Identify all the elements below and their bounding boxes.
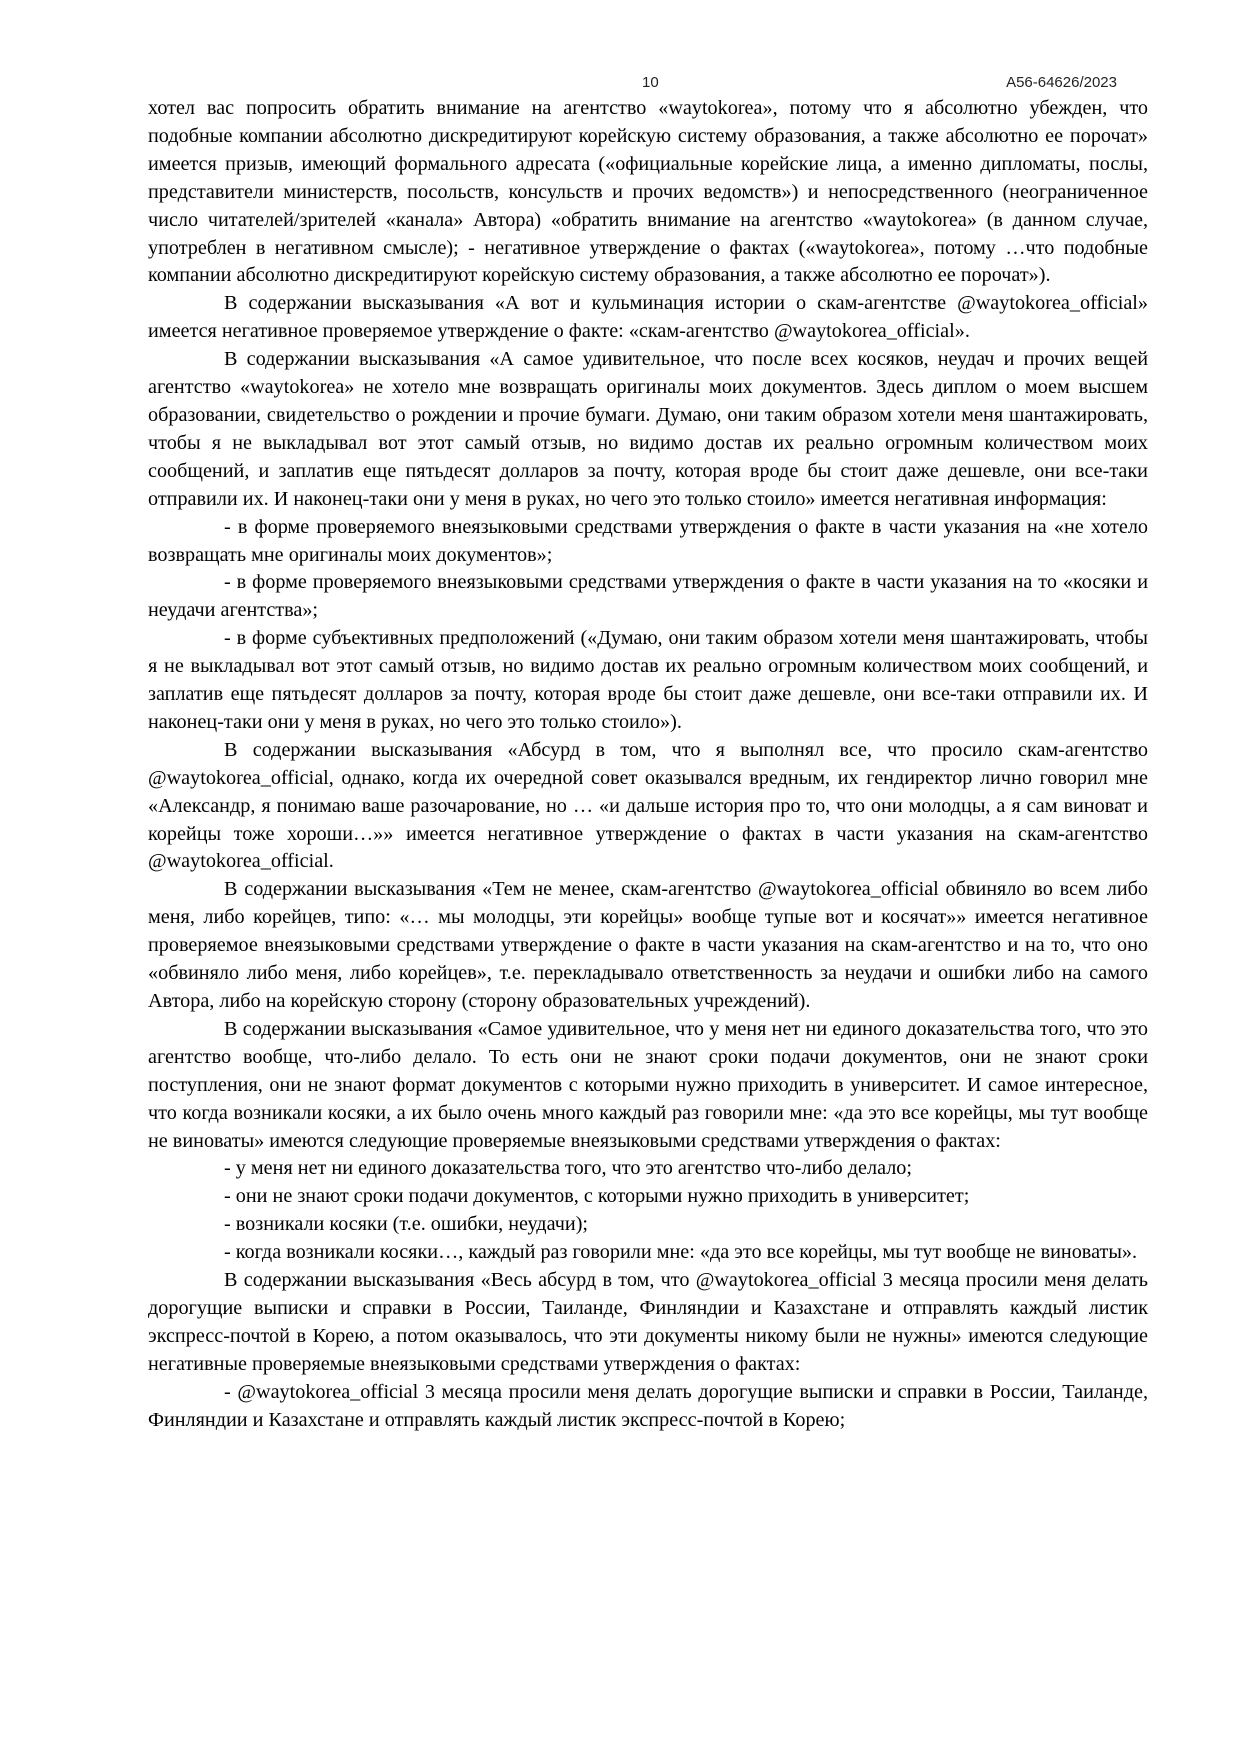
list-item: - когда возникали косяки…, каждый раз говорили мне: «да это все корейцы, мы тут вообще не виноваты». (224, 1241, 1138, 1264)
list-item: - @waytokorea_official 3 месяца просили меня делать дорогущие выписки и справки в России, Таиланде, Финляндии и Казахстане и отправлять каждый листик экспресс-почтой в Корею; (148, 1380, 1148, 1431)
list-item: - в форме субъективных предположений («Думаю, они таким образом хотели меня шантажировать, чтобы я не выкладывал вот этот самый отзыв, но видимо достав их реально огромным количеством моих сообщений, и заплатив еще пятьдесят долларов за почту, которая вроде бы стоит даже дешевле, они все-таки отправили их. И наконец-таки они у меня в руках, но чего это только стоило»). (148, 627, 1148, 733)
case-number: А56-64626/2023 (1006, 74, 1117, 91)
list-item: - они не знают сроки подачи документов, с которыми нужно приходить в университет; (224, 1185, 970, 1208)
paragraph: В содержании высказывания «А самое удивительное, что после всех косяков, неудач и прочих вещей агентство «waytokorea» не хотело мне возвращать оригиналы моих документов. Здесь диплом о моем высшем образовании, свидетельство о рождении и прочие бумаги. Думаю, они таким образом хотели меня шантажировать, чтобы я не выкладывал вот этот самый отзыв, но видимо достав их реально огромным количеством моих сообщений, и заплатив еще пятьдесят долларов за почту, которая вроде бы стоит даже дешевле, они все-таки отправили их. И наконец-таки они у меня в руках, но чего это только стоило» имеется негативная информация: (148, 348, 1148, 510)
document-body (148, 95, 1148, 1435)
paragraph: В содержании высказывания «Весь абсурд в том, что @waytokorea_official 3 месяца просили меня делать дорогущие выписки и справки в России, Таиланде, Финляндии и Казахстане и отправлять каждый листик экспресс-почтой в Корею, а потом оказывалось, что эти документы никому были не нужны» имеются следующие негативные проверяемые внеязыковыми средствами утверждения о фактах: (148, 1269, 1148, 1375)
paragraph: В содержании высказывания «А вот и кульминация истории о скам-агентстве @waytokorea_official» имеется негативное проверяемое утверждение о факте: «скам-агентство @waytokorea_official». (148, 292, 1148, 343)
page-header (0, 74, 1241, 96)
list-item: - в форме проверяемого внеязыковыми средствами утверждения о факте в части указания на «не хотело возвращать мне оригиналы моих документов»; (148, 515, 1148, 566)
list-item: - у меня нет ни единого доказательства того, что это агентство что-либо делало; (224, 1157, 912, 1180)
list-item: - возникали косяки (т.е. ошибки, неудачи); (224, 1213, 589, 1236)
page-number: 10 (642, 74, 659, 91)
paragraph: В содержании высказывания «Тем не менее, скам-агентство @waytokorea_official обвиняло во всем либо меня, либо корейцев, типо: «… мы молодцы, эти корейцы» вообще тупые вот и косячат»» имеется негативное проверяемое внеязыковыми средствами утверждение о факте в части указания на скам-агентство и на то, что оно «обвиняло либо меня, либо корейцев», т.е. перекладывало ответственность за неудачи и ошибки либо на самого Автора, либо на корейскую сторону (сторону образовательных учреждений). (148, 878, 1148, 1012)
list-item: - в форме проверяемого внеязыковыми средствами утверждения о факте в части указания на то «косяки и неудачи агентства»; (148, 571, 1148, 622)
paragraph: В содержании высказывания «Абсурд в том, что я выполнял все, что просило скам-агентство @waytokorea_official, однако, когда их очередной совет оказывался вредным, их гендиректор лично говорил мне «Александр, я понимаю ваше разочарование, но … «и дальше история про то, что они молодцы, а я сам виноват и корейцы тоже хороши…»» имеется негативное утверждение о фактах в части указания на скам-агентство @waytokorea_official. (148, 738, 1148, 873)
paragraph: хотел вас попросить обратить внимание на агентство «waytokorea», потому что я абсолютно убежден, что подобные компании абсолютно дискредитируют корейскую систему образования, а также абсолютно ее порочат» имеется призыв, имеющий формального адресата («официальные корейские лица, а именно дипломаты, послы, представители министерств, посольств, консульств и прочих ведомств») и непосредственного (неограниченное число читателей/зрителей «канала» Автора) «обратить внимание на агентство «waytokorea» (в данном случае, употреблен в негативном смысле); - негативное утверждение о фактах («waytokorea», потому …что подобные компании абсолютно дискредитируют корейскую систему образования, а также абсолютно ее порочат»). (148, 97, 1148, 287)
paragraph: В содержании высказывания «Самое удивительное, что у меня нет ни единого доказательства того, что это агентство вообще, что-либо делало. То есть они не знают сроки подачи документов, они не знают сроки поступления, они не знают формат документов с которыми нужно приходить в университет. И самое интересное, что когда возникали косяки, а их было очень много каждый раз говорили мне: «да это все корейцы, мы тут вообще не виноваты» имеются следующие проверяемые внеязыковыми средствами утверждения о фактах: (148, 1017, 1148, 1152)
